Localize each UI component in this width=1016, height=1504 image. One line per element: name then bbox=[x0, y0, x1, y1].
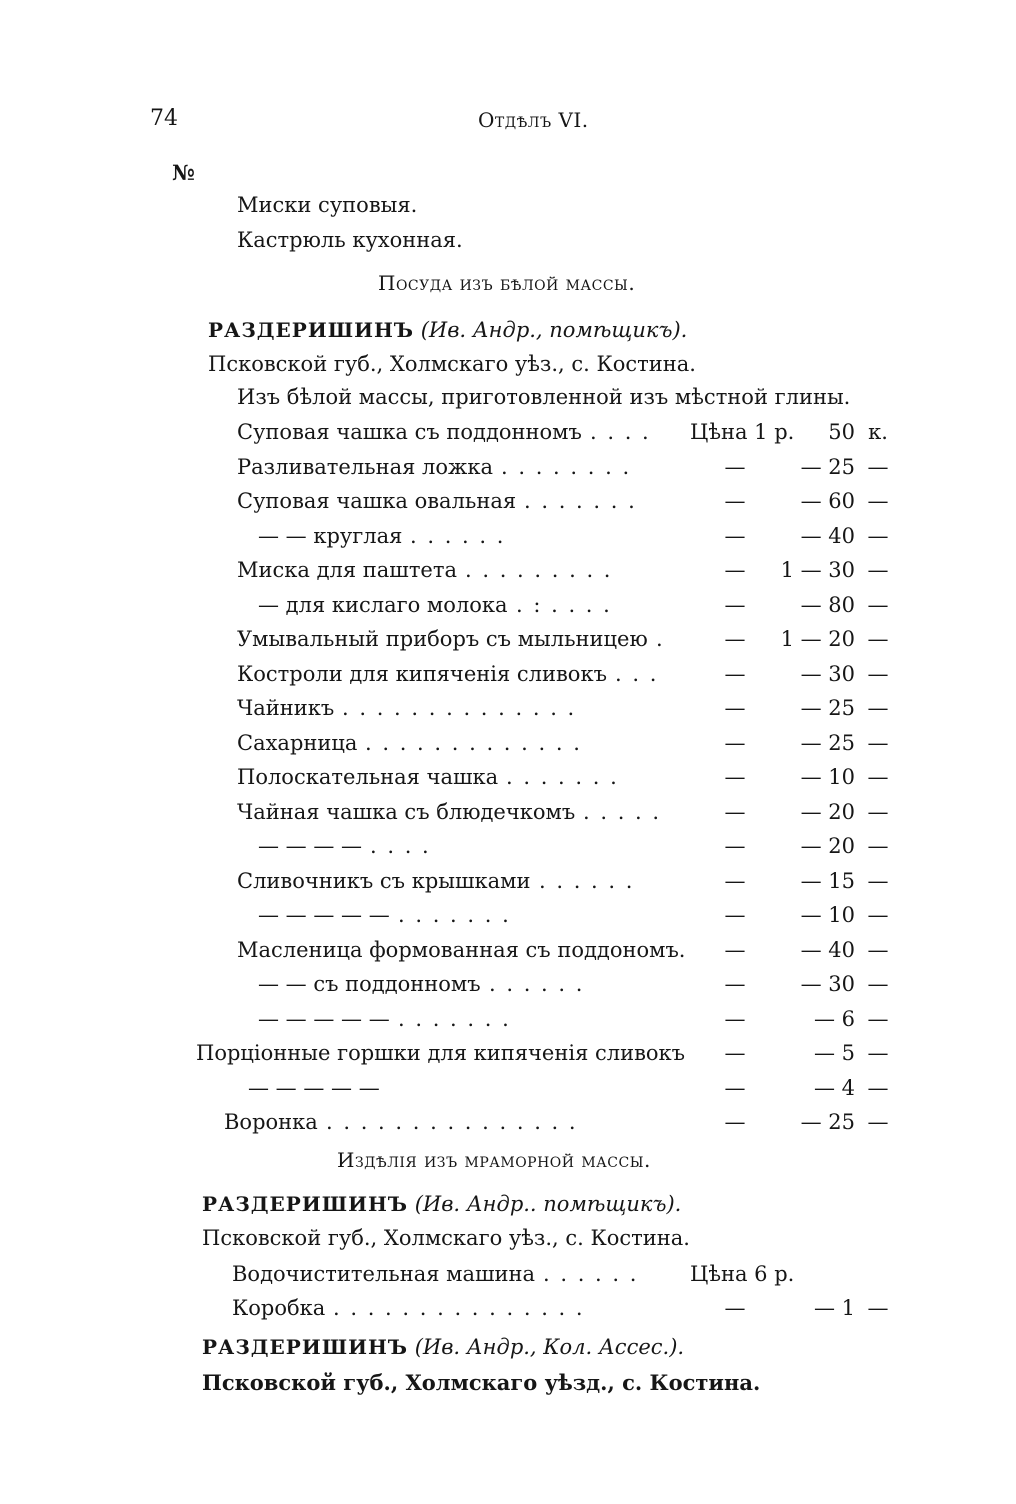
row-col1: — bbox=[724, 730, 746, 755]
row-leader: . . . . . . . bbox=[524, 491, 637, 512]
row-leader: . . . . bbox=[370, 836, 431, 857]
row-leader: . . . . . . . . . . . . . bbox=[365, 732, 582, 754]
row-item: Умывальный приборъ съ мыльницею bbox=[237, 627, 648, 651]
row-col3: — bbox=[867, 1110, 889, 1134]
row-item: Суповая чашка съ поддонномъ bbox=[237, 420, 582, 444]
row-col1: — bbox=[724, 523, 746, 548]
row-item: — — — — — bbox=[258, 1006, 390, 1031]
row-col3: — bbox=[867, 661, 889, 686]
row-item: Миска для паштета bbox=[237, 558, 457, 582]
row-col2: — 10 bbox=[800, 903, 855, 927]
row-col2: — 40 bbox=[800, 937, 855, 962]
row-col3: — bbox=[867, 972, 889, 996]
row-item: Масленица формованная съ поддономъ. bbox=[237, 937, 686, 962]
row-leader: . . . . . . . . . . . . . . . bbox=[333, 1298, 585, 1319]
row-leader: . . . bbox=[615, 663, 659, 685]
row-col1: — bbox=[724, 592, 746, 617]
row-leader: . : . . . . bbox=[516, 594, 612, 616]
row-leader: . . . . . . . bbox=[398, 905, 511, 926]
row-item: Сливочникъ съ крышками bbox=[237, 868, 531, 893]
maker-line bbox=[202, 1337, 684, 1358]
row-col1: — bbox=[724, 1110, 746, 1134]
row-col1: — bbox=[724, 834, 746, 858]
row-leader: . . . . bbox=[590, 422, 651, 443]
row-col1: — bbox=[724, 627, 746, 651]
row-col2: 1 — 30 bbox=[780, 558, 855, 582]
row-col1: — bbox=[724, 1006, 746, 1031]
row-col1: — bbox=[724, 799, 746, 824]
row-col3: — bbox=[867, 765, 889, 789]
page-number: 74 bbox=[150, 106, 178, 131]
row-item: Чайная чашка съ блюдечкомъ bbox=[237, 799, 576, 824]
section-heading: Издѣлія изъ мраморной массы. bbox=[337, 1148, 651, 1172]
row-col3: — bbox=[867, 903, 889, 927]
row-col2: — 25 bbox=[800, 454, 855, 479]
maker-line bbox=[202, 1194, 681, 1215]
row-col3: — bbox=[867, 592, 889, 617]
row-col3: — bbox=[867, 868, 889, 893]
row-item: Коробка bbox=[232, 1296, 326, 1320]
maker-detail: (Ив. Андр., Кол. Ассес.). bbox=[414, 1335, 685, 1359]
row-leader: . . . . . . . bbox=[398, 1008, 511, 1030]
intro-item: Миски суповыя. bbox=[237, 193, 418, 217]
maker-line bbox=[208, 320, 687, 341]
row-col2: — 60 bbox=[800, 489, 855, 513]
row-leader: . bbox=[656, 629, 665, 650]
row-col1: — bbox=[724, 1296, 746, 1320]
row-col2: — 4 bbox=[813, 1075, 855, 1100]
row-col1: — bbox=[724, 696, 746, 720]
maker-location: Псковской губ., Холмскаго уѣзд., с. Костина. bbox=[202, 1370, 761, 1395]
maker-name: РАЗДЕРИШИНЪ bbox=[202, 1335, 408, 1359]
row-col3: — bbox=[867, 489, 889, 513]
row-col3: — bbox=[867, 1041, 889, 1065]
row-item: Полоскательная чашка bbox=[237, 765, 499, 789]
row-col2: — 40 bbox=[800, 523, 855, 548]
row-col1: — bbox=[724, 765, 746, 789]
row-item: Чайникъ bbox=[237, 696, 335, 720]
row-col3: — bbox=[867, 1006, 889, 1031]
row-col3: к. bbox=[868, 420, 888, 444]
row-col1: — bbox=[724, 558, 746, 582]
row-item: Порціонные горшки для кипяченія сливокъ bbox=[196, 1041, 686, 1065]
section-heading: Посуда изъ бѣлой массы. bbox=[378, 271, 636, 295]
row-col2: — 1 bbox=[813, 1296, 855, 1320]
row-leader: . . . . . . . . . . . . . . bbox=[342, 698, 577, 719]
row-leader: . . . . . . . . bbox=[501, 456, 632, 478]
row-col3: — bbox=[867, 799, 889, 824]
row-col1: — bbox=[724, 454, 746, 479]
row-col1: — bbox=[724, 972, 746, 996]
row-col2: 1 — 20 bbox=[780, 627, 855, 651]
row-leader: . . . . . . bbox=[543, 1264, 639, 1285]
row-col3: — bbox=[867, 1296, 889, 1320]
row-item: — — съ поддонномъ bbox=[258, 972, 481, 996]
maker-location: Псковской губ., Холмскаго уѣз., с. Костина. bbox=[208, 352, 696, 376]
row-leader: . . . . . . . . . bbox=[465, 560, 613, 581]
row-col1: — bbox=[724, 937, 746, 962]
number-mark: № bbox=[172, 160, 195, 185]
row-col2: — 25 bbox=[800, 1110, 855, 1134]
row-col1: — bbox=[724, 903, 746, 927]
row-leader: . . . . . . bbox=[539, 870, 635, 892]
maker-detail: (Ив. Андр.. помѣщикъ). bbox=[414, 1192, 682, 1216]
row-item: — — — — — bbox=[248, 1075, 380, 1100]
row-col2: — 25 bbox=[800, 696, 855, 720]
row-item: Разливательная ложка bbox=[237, 454, 493, 479]
row-col1: — bbox=[724, 661, 746, 686]
page-title: Отдѣлъ VI. bbox=[478, 108, 589, 132]
row-item: — — — — — bbox=[258, 903, 390, 927]
row-item: Водочистительная машина bbox=[232, 1262, 536, 1286]
row-col2: — 20 bbox=[800, 834, 855, 858]
row-col2: — 25 bbox=[800, 730, 855, 755]
row-item: Суповая чашка овальная bbox=[237, 489, 517, 513]
row-leader: . . . . . . . . . . . . . . . bbox=[326, 1112, 578, 1133]
row-col2: — 20 bbox=[800, 799, 855, 824]
row-item: — — круглая bbox=[258, 523, 403, 548]
row-col1: Цѣна 6 р. bbox=[690, 1262, 795, 1286]
row-col2: — 30 bbox=[800, 661, 855, 686]
row-col3: — bbox=[867, 627, 889, 651]
row-col3: — bbox=[867, 558, 889, 582]
row-col2: — 6 bbox=[813, 1006, 855, 1031]
section-note: Изъ бѣлой массы, приготовленной изъ мѣстной глины. bbox=[237, 385, 851, 409]
maker-name: РАЗДЕРИШИНЪ bbox=[208, 318, 414, 342]
row-col1: — bbox=[724, 1075, 746, 1100]
row-col3: — bbox=[867, 523, 889, 548]
row-col2: — 15 bbox=[800, 868, 855, 893]
row-col1: — bbox=[724, 1041, 746, 1065]
maker-location: Псковской губ., Холмскаго уѣз., с. Костина. bbox=[202, 1226, 690, 1250]
row-col2: 50 bbox=[828, 420, 855, 444]
maker-name: РАЗДЕРИШИНЪ bbox=[202, 1192, 408, 1216]
row-leader: . . . . . . . bbox=[506, 767, 619, 788]
row-item: — — — — bbox=[258, 834, 363, 858]
intro-item: Кастрюль кухонная. bbox=[237, 228, 463, 252]
row-col1: Цѣна 1 р. bbox=[690, 420, 795, 444]
row-leader: . . . . . bbox=[583, 801, 662, 823]
row-col1: — bbox=[724, 489, 746, 513]
row-leader: . . . . . . bbox=[410, 525, 506, 547]
row-col2: — 10 bbox=[800, 765, 855, 789]
row-col2: — 5 bbox=[813, 1041, 855, 1065]
row-col3: — bbox=[867, 937, 889, 962]
row-col3: — bbox=[867, 730, 889, 755]
row-col3: — bbox=[867, 696, 889, 720]
row-col3: — bbox=[867, 454, 889, 479]
row-col1: — bbox=[724, 868, 746, 893]
row-col2: — 80 bbox=[800, 592, 855, 617]
maker-detail: (Ив. Андр., помѣщикъ). bbox=[420, 318, 688, 342]
row-col3: — bbox=[867, 1075, 889, 1100]
row-item: Воронка bbox=[224, 1110, 318, 1134]
row-col3: — bbox=[867, 834, 889, 858]
row-item: Костроли для кипяченія сливокъ bbox=[237, 661, 607, 686]
row-leader: . . . . . . bbox=[489, 974, 585, 995]
row-item: — для кислаго молока bbox=[258, 592, 508, 617]
row-item: Сахарница bbox=[237, 730, 358, 755]
row-col2: — 30 bbox=[800, 972, 855, 996]
